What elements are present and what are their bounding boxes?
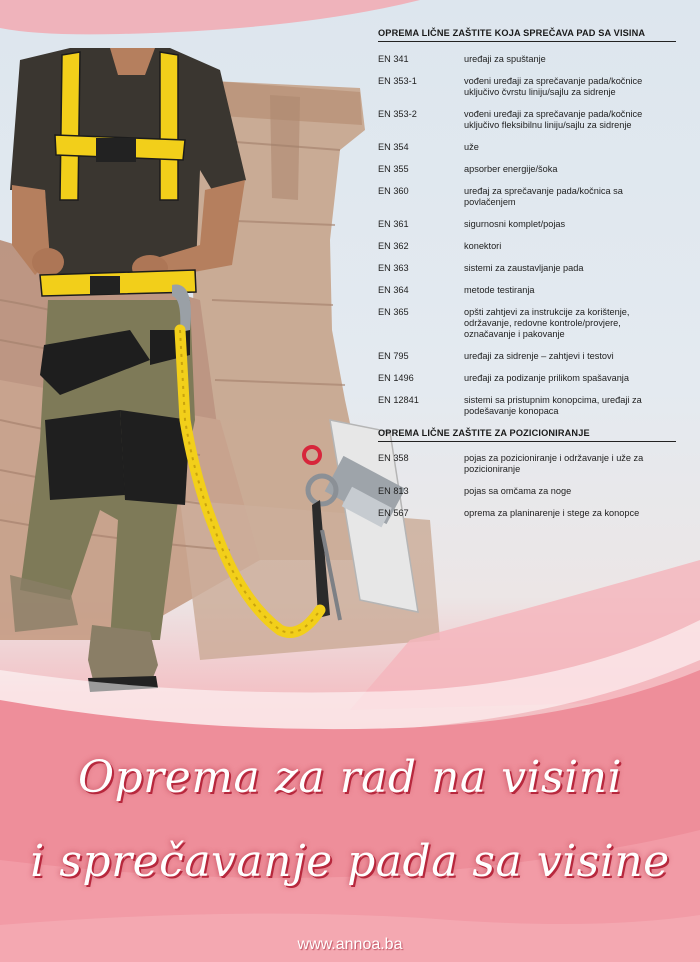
standard-code: EN 365	[378, 307, 409, 317]
standard-description: uređaji za spuštanje	[464, 54, 546, 64]
standard-code: EN 567	[378, 508, 409, 518]
standard-description: konektori	[464, 241, 502, 251]
standard-code: EN 361	[378, 219, 409, 229]
website-url[interactable]: www.annoa.ba	[297, 936, 403, 953]
standard-description: uređaji za podizanje prilikom spašavanja	[464, 373, 629, 383]
standard-description: uređaji za sidrenje – zahtjevi i testovi	[464, 351, 614, 361]
standard-description: oprema za planinarenje i stege za konopce	[464, 508, 640, 518]
standard-code: EN 358	[378, 453, 409, 463]
slogan-line-1: Oprema za rad na visini	[77, 752, 623, 803]
standard-description: vođeni uređaji za sprečavanje pada/kočnice uključivo čvrstu liniju/sajlu za sidrenje	[464, 76, 643, 97]
standard-code: EN 364	[378, 285, 409, 295]
standard-code: EN 341	[378, 54, 409, 64]
standard-description: sistemi za zaustavljanje pada	[464, 263, 584, 273]
standard-code: EN 354	[378, 142, 409, 152]
standard-description: apsorber energije/šoka	[464, 164, 558, 174]
standard-code: EN 363	[378, 263, 409, 273]
standard-description: pojas za pozicioniranje i održavanje i uže za pozicioniranje	[464, 453, 644, 474]
section-title-positioning: OPREMA LIČNE ZAŠTITE ZA POZICIONIRANJE	[378, 428, 676, 442]
standard-description: sigurnosni komplet/pojas	[464, 219, 566, 229]
standard-description: metode testiranja	[464, 285, 535, 295]
standard-code: EN 1496	[378, 373, 414, 383]
standard-description: vođeni uređaji za sprečavanje pada/kočnice uključivo fleksibilnu liniju/sajlu za sidrenje	[464, 109, 643, 130]
standard-code: EN 795	[378, 351, 409, 361]
standard-code: EN 353-2	[378, 109, 417, 119]
standard-code: EN 362	[378, 241, 409, 251]
top-pink-swoosh	[0, 0, 420, 34]
standard-description: opšti zahtjevi za instrukcije za korištenje, održavanje, redovne kontrole/provjere, označavanje i pakovanje	[464, 307, 630, 339]
standard-code: EN 12841	[378, 395, 419, 405]
section-title-fall-protection: OPREMA LIČNE ZAŠTITE KOJA SPREČAVA PAD SA VISINA	[378, 28, 676, 42]
standard-code: EN 353-1	[378, 76, 417, 86]
standard-description: uže	[464, 142, 479, 152]
standard-description: uređaj za sprečavanje pada/kočnica sa povlačenjem	[464, 186, 623, 207]
standard-code: EN 813	[378, 486, 409, 496]
standard-description: sistemi sa pristupnim konopcima, uređaji za podešavanje konopaca	[464, 395, 642, 416]
standard-description: pojas sa omčama za noge	[464, 486, 572, 496]
standard-code: EN 360	[378, 186, 409, 196]
standard-code: EN 355	[378, 164, 409, 174]
slogan-line-2: i sprečavanje pada sa visine	[30, 836, 670, 887]
